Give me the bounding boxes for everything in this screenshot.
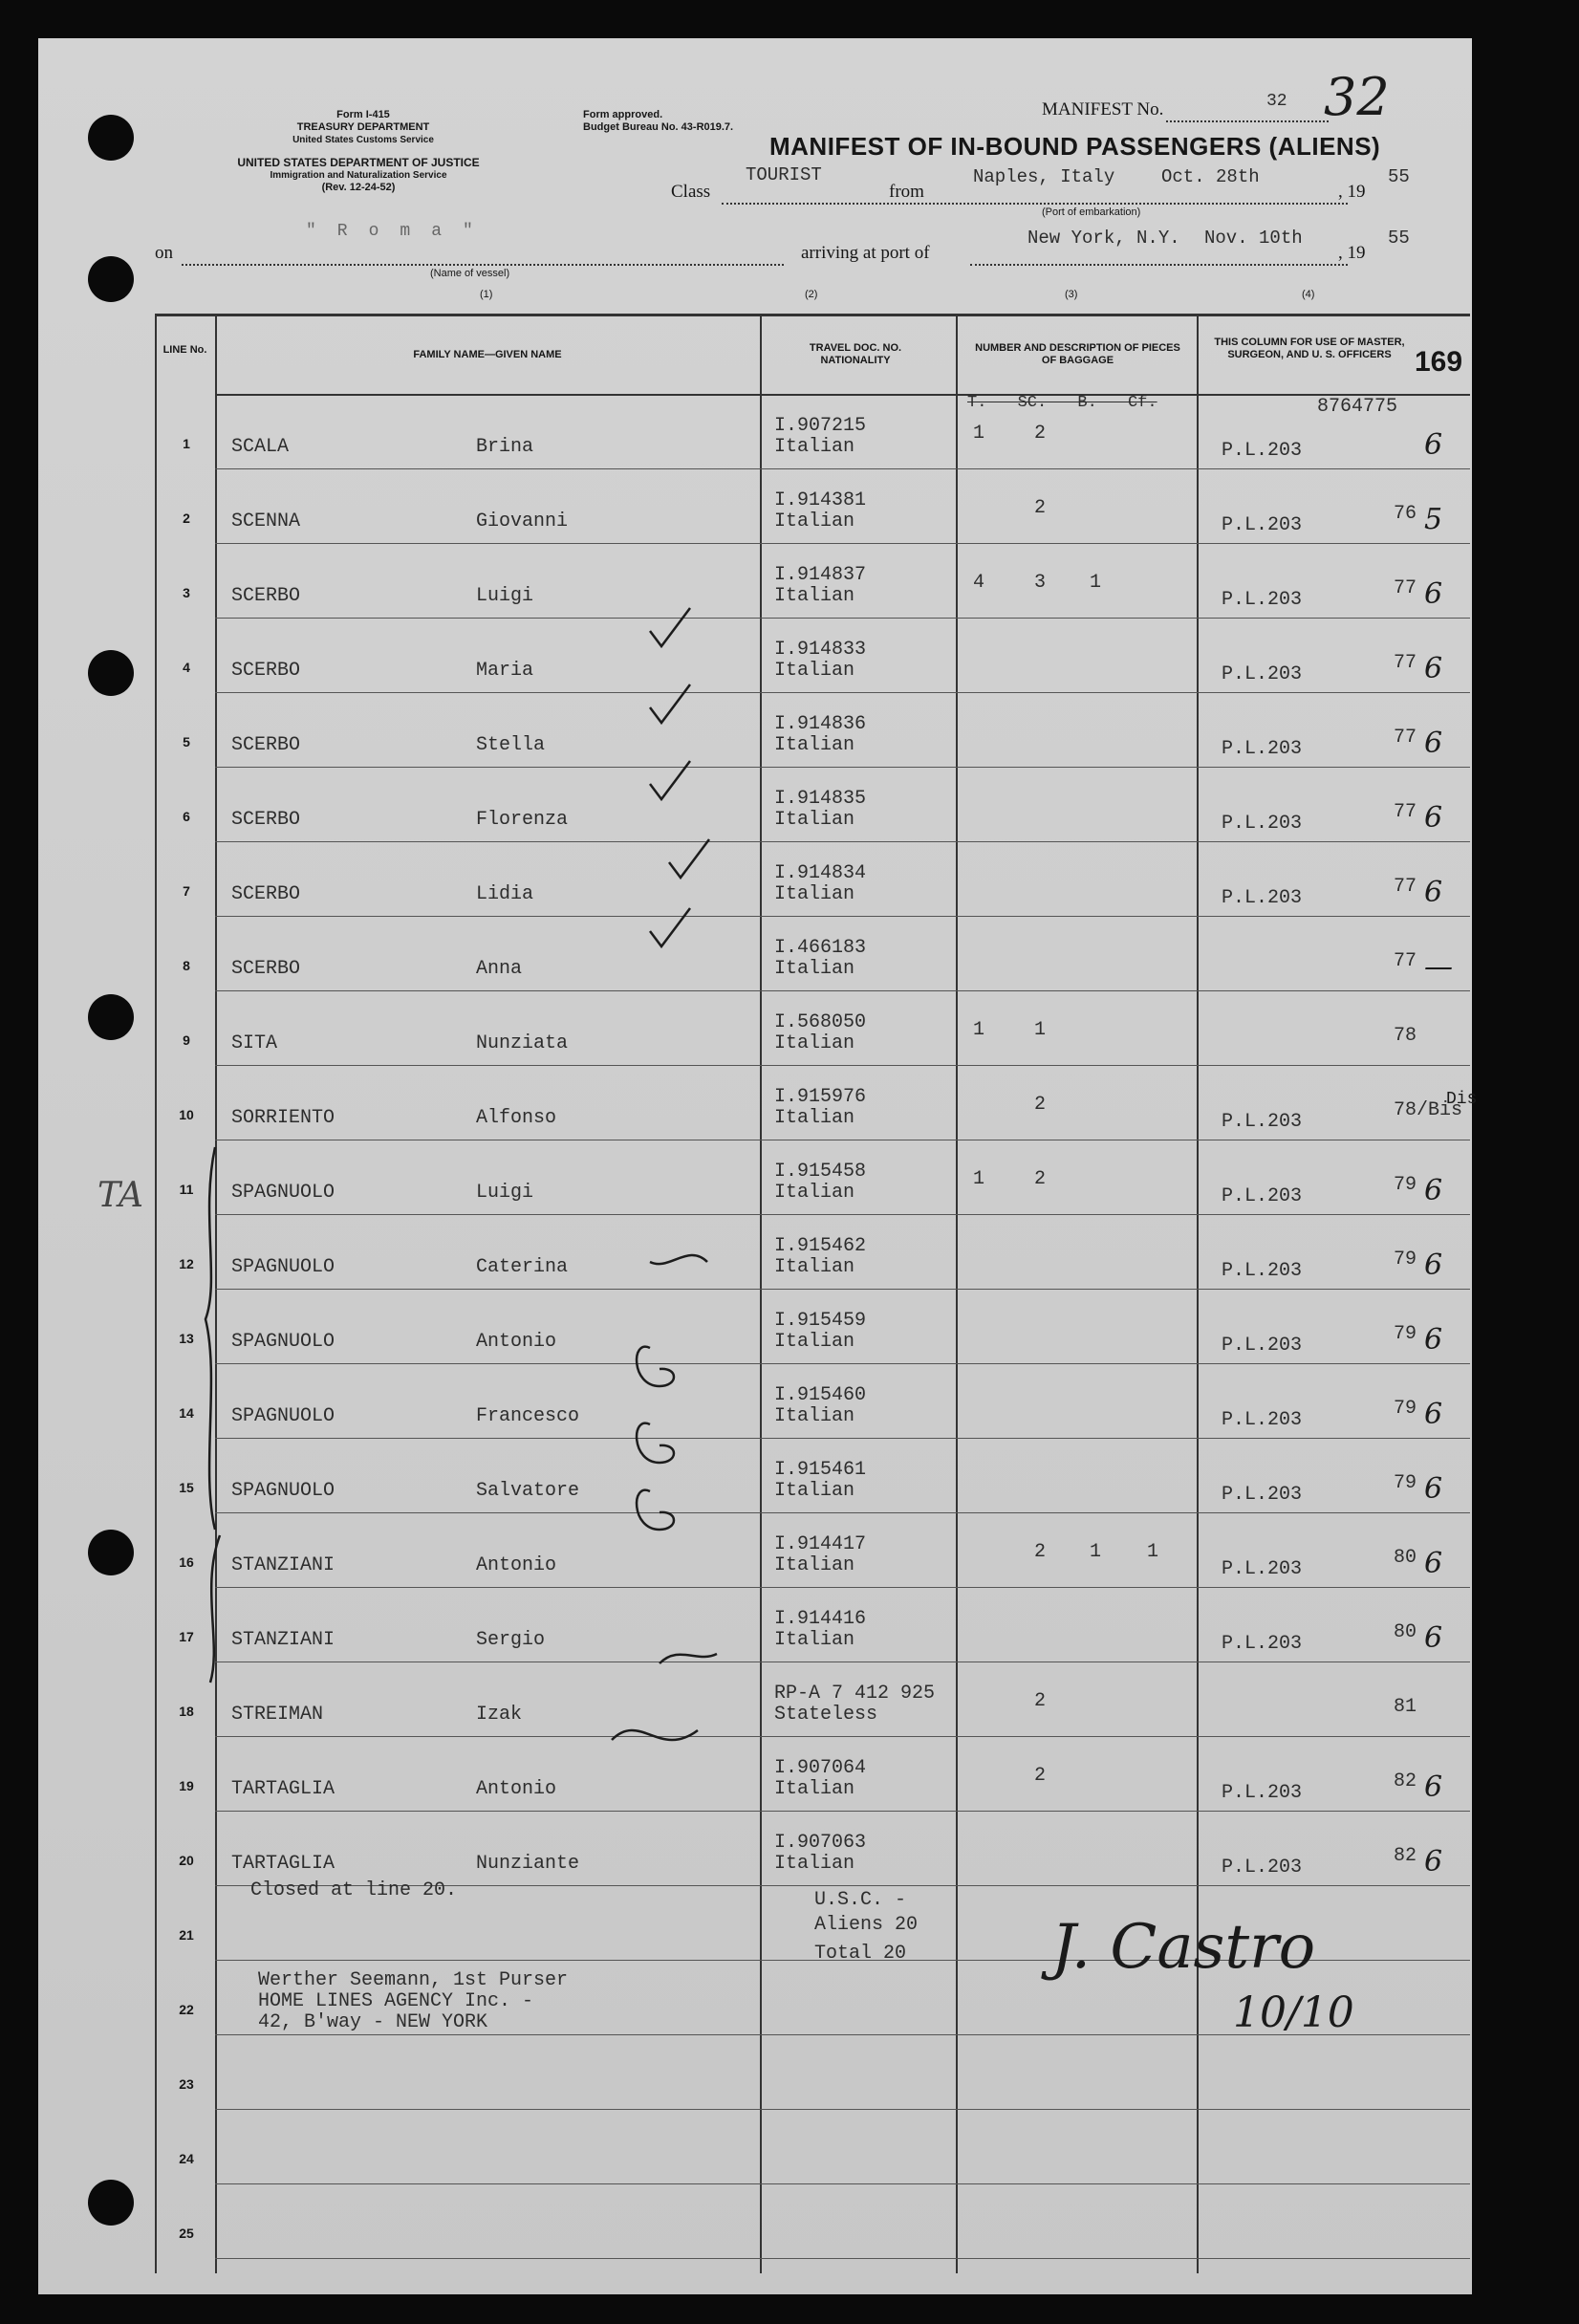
- travel-doc-number: I.568050: [774, 1011, 867, 1033]
- nationality: Italian: [774, 1778, 855, 1800]
- given-name: Caterina: [476, 1256, 569, 1278]
- initial-mark: [637, 1490, 674, 1530]
- officer-number: 81: [1394, 1696, 1417, 1718]
- nationality: Italian: [774, 1256, 855, 1278]
- header-travel-doc: TRAVEL DOC. NO. NATIONALITY: [809, 342, 902, 366]
- public-law: P.L.203: [1222, 1782, 1303, 1804]
- officer-top-number: 8764775: [1317, 396, 1398, 418]
- line-number: 5: [183, 734, 190, 749]
- family-name: SCERBO: [231, 585, 301, 607]
- travel-doc-number: I.915458: [774, 1161, 867, 1183]
- baggage-count: 2: [1034, 1168, 1047, 1190]
- ins-title: Immigration and Naturalization Service: [270, 170, 447, 181]
- officer-number: 78: [1394, 1025, 1417, 1047]
- public-law: P.L.203: [1222, 440, 1303, 462]
- nationality: Italian: [774, 1853, 855, 1875]
- baggage-count: 1: [1034, 1019, 1047, 1041]
- total-count: Total 20: [814, 1943, 907, 1965]
- initial-mark: [612, 1730, 698, 1740]
- given-name: Salvatore: [476, 1480, 580, 1502]
- given-name: Anna: [476, 958, 523, 980]
- closed-note: Closed at line 20.: [250, 1879, 458, 1901]
- bis-suffix-note: Dis: [1446, 1090, 1478, 1109]
- nationality: Italian: [774, 436, 855, 458]
- officer-number: 79: [1394, 1249, 1417, 1271]
- nationality: Italian: [774, 660, 855, 682]
- line-number: 8: [183, 958, 190, 973]
- handwritten-mark: —: [1424, 950, 1453, 984]
- pencil-marks: [38, 38, 1472, 2294]
- baggage-subheads: T. SC. B. Cf.: [967, 394, 1157, 412]
- family-name: SCERBO: [231, 660, 301, 682]
- travel-doc-number: I.907063: [774, 1832, 867, 1854]
- officer-number: 80: [1394, 1621, 1417, 1643]
- family-name: TARTAGLIA: [231, 1778, 335, 1800]
- given-name: Sergio: [476, 1629, 546, 1651]
- line-number: 9: [183, 1032, 190, 1048]
- initial-mark: [637, 1347, 674, 1386]
- handwritten-mark: 6: [1424, 1174, 1443, 1207]
- handwritten-mark: 6: [1424, 1249, 1443, 1282]
- line-number: 21: [179, 1927, 194, 1943]
- nationality: Italian: [774, 1480, 855, 1502]
- budget-bureau: Budget Bureau No. 43-R019.7.: [583, 121, 734, 133]
- line-number: 16: [179, 1554, 194, 1570]
- line-number: 3: [183, 585, 190, 600]
- line-number: 19: [179, 1778, 194, 1793]
- revision-date: (Rev. 12-24-52): [321, 182, 396, 193]
- officer-number: 79: [1394, 1323, 1417, 1345]
- public-law: P.L.203: [1222, 663, 1303, 685]
- handwritten-mark: 6: [1424, 727, 1443, 760]
- checkmark-icon: [650, 608, 690, 646]
- public-law: P.L.203: [1222, 1111, 1303, 1133]
- family-name: SCALA: [231, 436, 290, 458]
- class-label: Class: [671, 182, 711, 202]
- public-law: P.L.203: [1222, 1558, 1303, 1580]
- initial-mark: [660, 1654, 717, 1663]
- line-number: 18: [179, 1704, 194, 1719]
- nationality: Italian: [774, 1629, 855, 1651]
- line-number: 12: [179, 1256, 194, 1271]
- given-name: Alfonso: [476, 1107, 557, 1129]
- given-name: Maria: [476, 660, 534, 682]
- family-name: STREIMAN: [231, 1704, 324, 1726]
- handwritten-mark: 6: [1424, 428, 1443, 462]
- port-note: (Port of embarkation): [1042, 206, 1141, 218]
- nationality: Italian: [774, 1032, 855, 1054]
- travel-doc-number: I.914833: [774, 639, 867, 661]
- officer-number: 80: [1394, 1547, 1417, 1569]
- aliens-count: Aliens 20: [814, 1914, 919, 1936]
- line-number: 20: [179, 1853, 194, 1868]
- year-prefix: , 19: [1338, 182, 1366, 202]
- handwritten-mark: 6: [1424, 1621, 1443, 1655]
- handwritten-mark: 5: [1424, 503, 1443, 536]
- officer-number: 76: [1394, 503, 1417, 525]
- handwritten-mark: 6: [1424, 1770, 1443, 1804]
- checkmark-icon: [650, 908, 690, 946]
- doj-title: UNITED STATES DEPARTMENT OF JUSTICE: [237, 156, 480, 169]
- class-value: TOURIST: [746, 164, 822, 185]
- baggage-count: 1: [973, 1019, 985, 1041]
- baggage-count: 2: [1034, 1094, 1047, 1116]
- arrival-year: 55: [1388, 228, 1410, 249]
- baggage-count: 1: [1090, 572, 1102, 594]
- travel-doc-number: I.914836: [774, 713, 867, 735]
- line-number: 6: [183, 809, 190, 824]
- nationality: Italian: [774, 1554, 855, 1576]
- given-name: Nunziante: [476, 1853, 580, 1875]
- inspection-date-handwritten: 10/10: [1233, 1988, 1354, 2037]
- col-num-2: (2): [805, 289, 818, 300]
- nationality: Italian: [774, 1405, 855, 1427]
- arrival-date: Nov. 10th: [1204, 228, 1303, 249]
- header-name: FAMILY NAME—GIVEN NAME: [413, 349, 562, 360]
- nationality: Italian: [774, 883, 855, 905]
- manifest-no-label: MANIFEST No.: [1042, 99, 1164, 119]
- usc-count: U.S.C. -: [814, 1889, 907, 1911]
- family-name: SPAGNUOLO: [231, 1182, 335, 1204]
- line-number: 10: [179, 1107, 194, 1122]
- travel-doc-number: I.915462: [774, 1235, 867, 1257]
- handwritten-mark: 6: [1424, 1398, 1443, 1431]
- family-name: SPAGNUOLO: [231, 1331, 335, 1353]
- family-name: SPAGNUOLO: [231, 1480, 335, 1502]
- nationality: Italian: [774, 510, 855, 532]
- header-baggage: NUMBER AND DESCRIPTION OF PIECES OF BAGGAGE: [975, 342, 1180, 366]
- travel-doc-number: I.915459: [774, 1310, 867, 1332]
- line-number: 22: [179, 2002, 194, 2017]
- vessel-note: (Name of vessel): [430, 268, 510, 279]
- officer-number: 77: [1394, 876, 1417, 898]
- customs-service: United States Customs Service: [292, 135, 434, 145]
- family-name: SCERBO: [231, 958, 301, 980]
- line-number: 2: [183, 510, 190, 526]
- treasury-dept: TREASURY DEPARTMENT: [296, 121, 430, 133]
- line-number: 7: [183, 883, 190, 899]
- public-law: P.L.203: [1222, 1335, 1303, 1357]
- family-name: TARTAGLIA: [231, 1853, 335, 1875]
- given-name: Francesco: [476, 1405, 580, 1427]
- purser-name: Werther Seemann, 1st Purser: [258, 1969, 569, 1991]
- nationality: Italian: [774, 585, 855, 607]
- agency-name: HOME LINES AGENCY Inc. -: [258, 1990, 534, 2012]
- handwritten-mark: 6: [1424, 876, 1443, 909]
- nationality: Italian: [774, 1182, 855, 1204]
- nationality: Italian: [774, 1107, 855, 1129]
- vessel-name: "Roma": [306, 222, 494, 241]
- header-line-no: LINE No.: [162, 344, 207, 356]
- given-name: Giovanni: [476, 510, 569, 532]
- baggage-count: 3: [1034, 572, 1047, 594]
- baggage-count: 2: [1034, 1765, 1047, 1787]
- nationality: Italian: [774, 734, 855, 756]
- bracket-mark: [205, 1147, 215, 1530]
- family-name: SPAGNUOLO: [231, 1405, 335, 1427]
- given-name: Stella: [476, 734, 546, 756]
- travel-doc-number: RP-A 7 412 925: [774, 1683, 936, 1705]
- arrival-port: New York, N.Y.: [1027, 228, 1180, 249]
- officer-number: 77: [1394, 652, 1417, 674]
- given-name: Antonio: [476, 1554, 557, 1576]
- officer-number: 79: [1394, 1472, 1417, 1494]
- handwritten-mark: 6: [1424, 801, 1443, 835]
- page-stamp: 169: [1415, 346, 1463, 378]
- family-name: STANZIANI: [231, 1629, 335, 1651]
- handwritten-mark: 6: [1424, 577, 1443, 611]
- baggage-count: 2: [1034, 1541, 1047, 1563]
- manifest-no-typed: 32: [1266, 92, 1287, 111]
- handwritten-mark: 6: [1424, 1845, 1443, 1879]
- family-name: SPAGNUOLO: [231, 1256, 335, 1278]
- baggage-count: 4: [973, 572, 985, 594]
- manifest-sheet: [38, 38, 1478, 2294]
- officer-number: 77: [1394, 950, 1417, 972]
- line-number: 4: [183, 660, 190, 675]
- form-number: Form I-415: [336, 109, 390, 120]
- line-number: 13: [179, 1331, 194, 1346]
- col-num-3: (3): [1065, 289, 1078, 300]
- nationality: Italian: [774, 809, 855, 831]
- officer-number: 77: [1394, 577, 1417, 599]
- header-officers: THIS COLUMN FOR USE OF MASTER, SURGEON, AND U. S. OFFICERS: [1214, 337, 1405, 360]
- family-name: SCENNA: [231, 510, 301, 532]
- nationality: Italian: [774, 1331, 855, 1353]
- embark-date: Oct. 28th: [1161, 166, 1260, 187]
- line-number: 24: [179, 2151, 194, 2166]
- family-name: SORRIENTO: [231, 1107, 335, 1129]
- line-number: 11: [179, 1182, 194, 1197]
- baggage-count: 1: [973, 1168, 985, 1190]
- public-law: P.L.203: [1222, 1857, 1303, 1879]
- travel-doc-number: I.915461: [774, 1459, 867, 1481]
- checkmark-icon: [669, 839, 709, 878]
- travel-doc-number: I.914416: [774, 1608, 867, 1630]
- travel-doc-number: I.915460: [774, 1384, 867, 1406]
- officer-number: 82: [1394, 1845, 1417, 1867]
- initial-mark: [637, 1423, 674, 1463]
- travel-doc-number: I.466183: [774, 937, 867, 959]
- family-name: SCERBO: [231, 809, 301, 831]
- approval-line: Form approved.: [583, 109, 663, 120]
- given-name: Nunziata: [476, 1032, 569, 1054]
- baggage-count: 2: [1034, 1690, 1047, 1712]
- manifest-no-handwritten: 32: [1324, 67, 1390, 127]
- arriving-label: arriving at port of: [801, 243, 930, 263]
- travel-doc-number: I.914837: [774, 564, 867, 586]
- given-name: Luigi: [476, 585, 534, 607]
- col-num-1: (1): [480, 289, 493, 300]
- given-name: Izak: [476, 1704, 523, 1726]
- on-label: on: [155, 243, 173, 263]
- line-number: 25: [179, 2226, 194, 2241]
- given-name: Antonio: [476, 1778, 557, 1800]
- family-name: STANZIANI: [231, 1554, 335, 1576]
- baggage-count: 2: [1034, 497, 1047, 519]
- baggage-count: 2: [1034, 423, 1047, 445]
- line-number: 17: [179, 1629, 194, 1644]
- officer-number: 79: [1394, 1174, 1417, 1196]
- given-name: Brina: [476, 436, 534, 458]
- from-label: from: [889, 182, 924, 202]
- family-name: SCERBO: [231, 883, 301, 905]
- col-num-4: (4): [1302, 289, 1315, 300]
- inspector-signature: J. Castro: [1051, 1912, 1316, 1983]
- initial-mark: [650, 1255, 707, 1264]
- handwritten-mark: 6: [1424, 1547, 1443, 1580]
- given-name: Antonio: [476, 1331, 557, 1353]
- public-law: P.L.203: [1222, 1260, 1303, 1282]
- line-number: 14: [179, 1405, 194, 1421]
- agency-address: 42, B'way - NEW YORK: [258, 2011, 488, 2033]
- line-number: 1: [183, 436, 190, 451]
- public-law: P.L.203: [1222, 738, 1303, 760]
- officer-number: 77: [1394, 727, 1417, 749]
- line-number: 23: [179, 2076, 194, 2092]
- line-number: 15: [179, 1480, 194, 1495]
- arrival-year-prefix: , 19: [1338, 243, 1366, 263]
- officer-number: 79: [1394, 1398, 1417, 1420]
- baggage-count: 1: [973, 423, 985, 445]
- public-law: P.L.203: [1222, 887, 1303, 909]
- public-law: P.L.203: [1222, 1409, 1303, 1431]
- given-name: Lidia: [476, 883, 534, 905]
- public-law: P.L.203: [1222, 589, 1303, 611]
- ta-annotation: TA: [97, 1176, 144, 1215]
- officer-number: 78/Bis: [1394, 1099, 1463, 1121]
- bracket-mark: [210, 1535, 220, 1683]
- public-law: P.L.203: [1222, 514, 1303, 536]
- travel-doc-number: I.914835: [774, 788, 867, 810]
- public-law: P.L.203: [1222, 813, 1303, 835]
- checkmark-icon: [650, 761, 690, 799]
- travel-doc-number: I.907215: [774, 415, 867, 437]
- checkmark-icon: [650, 684, 690, 723]
- year-value: 55: [1388, 166, 1410, 187]
- public-law: P.L.203: [1222, 1633, 1303, 1655]
- nationality: Italian: [774, 958, 855, 980]
- travel-doc-number: I.914834: [774, 862, 867, 884]
- travel-doc-number: I.915976: [774, 1086, 867, 1108]
- handwritten-mark: 6: [1424, 1323, 1443, 1357]
- nationality: Stateless: [774, 1704, 878, 1726]
- handwritten-mark: 6: [1424, 1472, 1443, 1506]
- travel-doc-number: I.914381: [774, 489, 867, 511]
- baggage-count: 1: [1090, 1541, 1102, 1563]
- officer-number: 77: [1394, 801, 1417, 823]
- from-value: Naples, Italy: [973, 166, 1115, 187]
- public-law: P.L.203: [1222, 1484, 1303, 1506]
- given-name: Luigi: [476, 1182, 534, 1204]
- travel-doc-number: I.914417: [774, 1533, 867, 1555]
- public-law: P.L.203: [1222, 1185, 1303, 1207]
- family-name: SITA: [231, 1032, 278, 1054]
- travel-doc-number: I.907064: [774, 1757, 867, 1779]
- handwritten-mark: 6: [1424, 652, 1443, 685]
- officer-number: 82: [1394, 1770, 1417, 1792]
- given-name: Florenza: [476, 809, 569, 831]
- manifest-title: MANIFEST OF IN-BOUND PASSENGERS (ALIENS): [769, 132, 1381, 161]
- family-name: SCERBO: [231, 734, 301, 756]
- baggage-count: 1: [1147, 1541, 1159, 1563]
